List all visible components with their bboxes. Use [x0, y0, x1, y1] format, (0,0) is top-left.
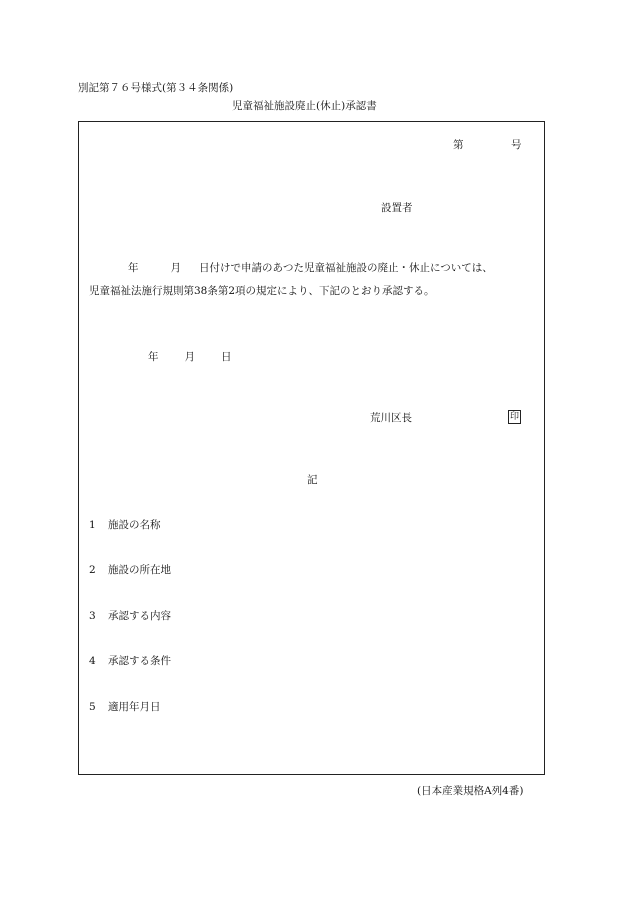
ki-heading: 記 [307, 474, 318, 486]
establisher-label: 設置者 [381, 202, 413, 214]
item-number: 1 [89, 519, 96, 531]
paper-size-note: (日本産業規格A列4番) [417, 785, 524, 797]
item-number: 3 [89, 610, 96, 622]
mayor-title: 荒川区長 [370, 412, 412, 424]
body-month: 月 [170, 262, 181, 274]
body-text-line-1 [128, 263, 493, 274]
item-label: 承認する内容 [108, 610, 171, 622]
date-month: 月 [184, 351, 195, 363]
number-go: 号 [511, 139, 522, 151]
number-dai: 第 [453, 139, 464, 151]
item-approved-content [89, 611, 171, 622]
item-facility-location [89, 565, 171, 576]
item-approval-conditions [89, 656, 171, 667]
item-facility-name [89, 520, 161, 531]
item-label: 承認する条件 [108, 655, 171, 667]
form-code: 別記第７６号様式(第３４条関係) [78, 82, 234, 94]
item-label: 施設の名称 [108, 519, 161, 531]
date-year: 年 [148, 351, 159, 363]
item-number: 4 [89, 655, 96, 667]
item-label: 施設の所在地 [108, 564, 171, 576]
body-year: 年 [128, 262, 139, 274]
body-line1-rest: 日付けで申請のあつた児童福祉施設の廃止・休止については、 [199, 262, 493, 274]
document-frame [78, 121, 545, 775]
date-day: 日 [221, 351, 232, 363]
approval-date [148, 352, 232, 363]
item-effective-date [89, 702, 161, 713]
item-number: 2 [89, 564, 96, 576]
item-number: 5 [89, 701, 96, 713]
body-text-line-2: 児童福祉法施行規則第38条第2項の規定により、下記のとおり承認する。 [89, 285, 435, 297]
seal-box: 印 [509, 412, 519, 422]
document-title: 児童福祉施設廃止(休止)承認書 [232, 100, 377, 112]
item-label: 適用年月日 [108, 701, 161, 713]
